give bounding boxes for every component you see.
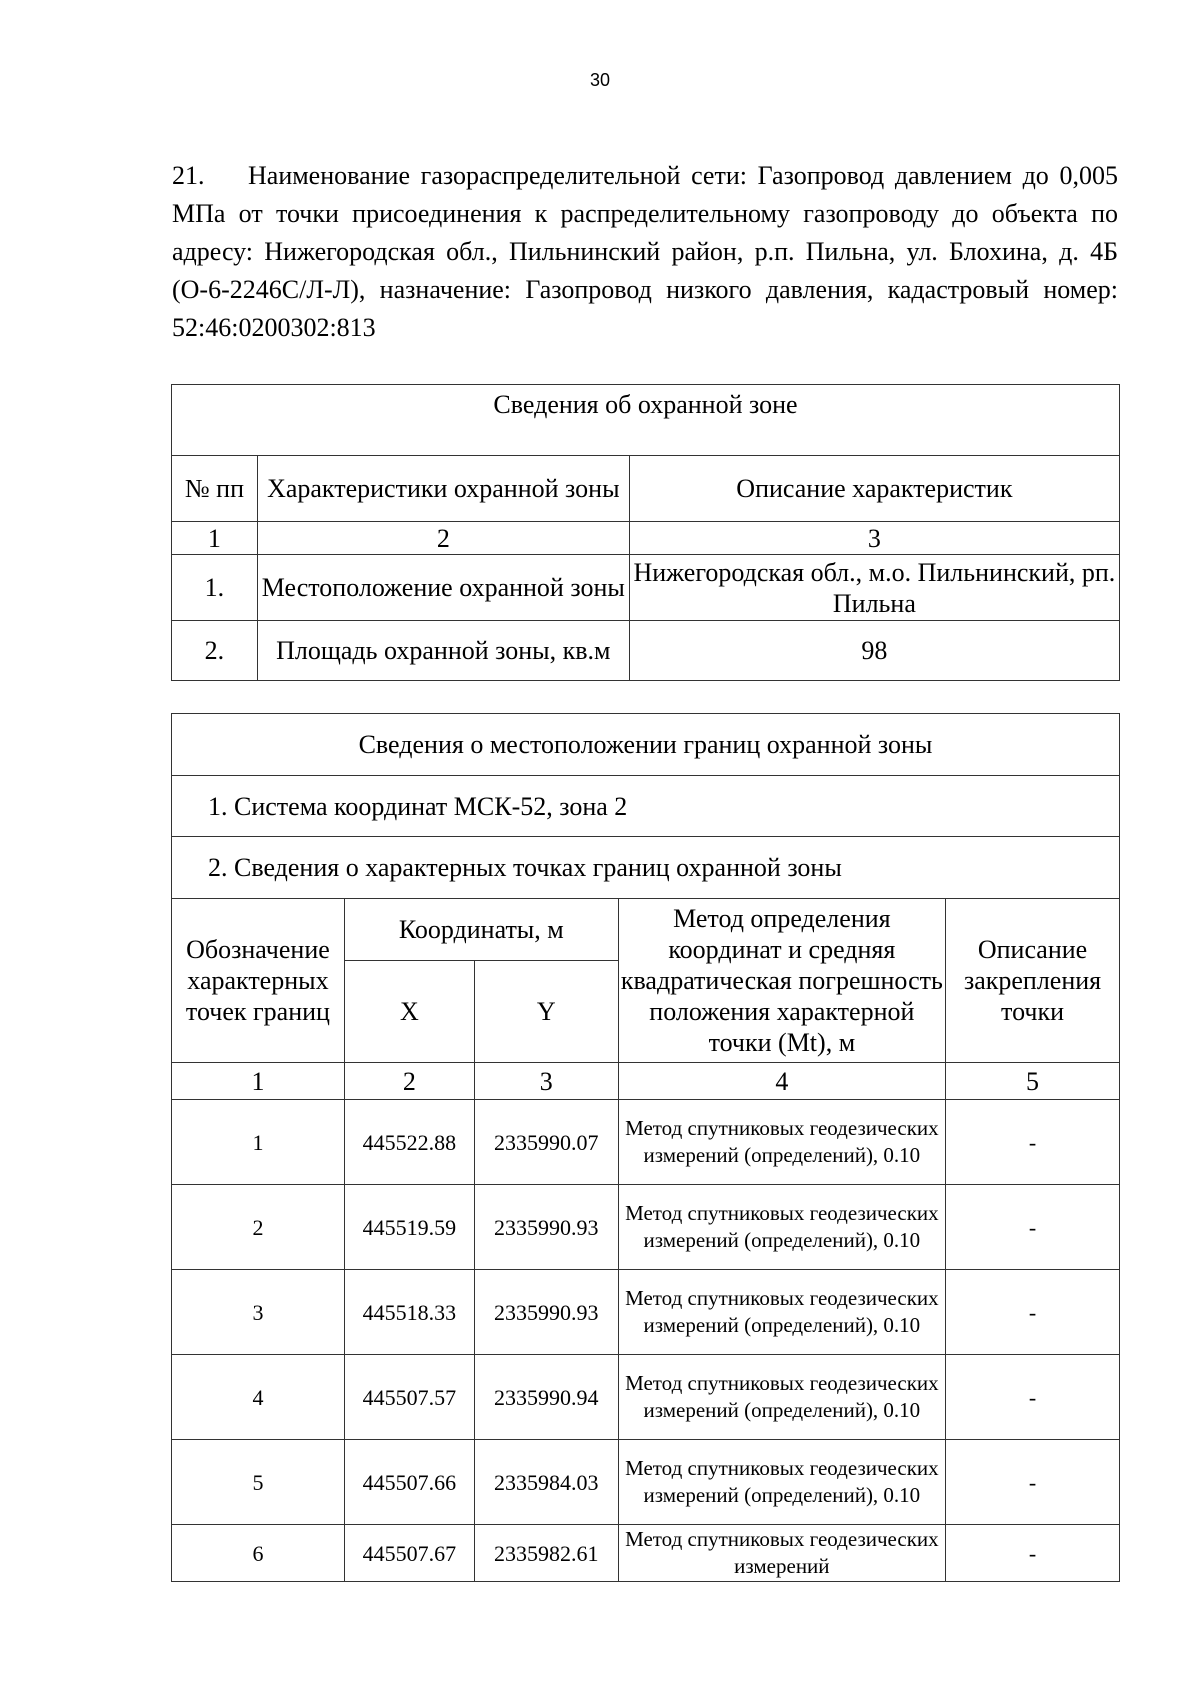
point-fixing: - bbox=[946, 1440, 1120, 1525]
point-method: Метод спутниковых геодезических измерений (определений), 0.10 bbox=[618, 1270, 945, 1355]
zone-table-title: Сведения об охранной зоне bbox=[172, 385, 1120, 456]
header-number: № пп bbox=[172, 456, 258, 522]
point-fixing: - bbox=[946, 1100, 1120, 1185]
point-y: 2335990.93 bbox=[474, 1270, 618, 1355]
row-description: 98 bbox=[629, 621, 1119, 681]
table-row bbox=[172, 1185, 1120, 1270]
intro-paragraph bbox=[172, 157, 1118, 347]
header-characteristic: Характеристики охранной зоны bbox=[257, 456, 629, 522]
row-number: 2. bbox=[172, 621, 258, 681]
index-cell: 3 bbox=[629, 522, 1119, 555]
bounds-table-title: Сведения о местоположении границ охранной зоны bbox=[172, 714, 1120, 776]
point-id: 1 bbox=[172, 1100, 345, 1185]
index-cell: 2 bbox=[257, 522, 629, 555]
header-fixing: Описание закрепления точки bbox=[946, 899, 1120, 1063]
point-method: Метод спутниковых геодезических измерений (определений), 0.10 bbox=[618, 1440, 945, 1525]
index-cell: 5 bbox=[946, 1063, 1120, 1100]
header-y: Y bbox=[474, 961, 618, 1063]
point-method: Метод спутниковых геодезических измерений (определений), 0.10 bbox=[618, 1355, 945, 1440]
point-x: 445519.59 bbox=[344, 1185, 474, 1270]
point-method: Метод спутниковых геодезических измерений (определений), 0.10 bbox=[618, 1185, 945, 1270]
page-number: 30 bbox=[589, 70, 611, 90]
point-id: 4 bbox=[172, 1355, 345, 1440]
point-id: 5 bbox=[172, 1440, 345, 1525]
index-cell: 3 bbox=[474, 1063, 618, 1100]
row-characteristic: Местоположение охранной зоны bbox=[257, 555, 629, 621]
table-row bbox=[172, 1440, 1120, 1525]
point-x: 445522.88 bbox=[344, 1100, 474, 1185]
point-x: 445507.67 bbox=[344, 1525, 474, 1582]
row-number: 1. bbox=[172, 555, 258, 621]
table-row bbox=[172, 1355, 1120, 1440]
table-row bbox=[172, 1100, 1120, 1185]
point-y: 2335990.93 bbox=[474, 1185, 618, 1270]
point-fixing: - bbox=[946, 1355, 1120, 1440]
boundary-points-table bbox=[171, 713, 1120, 1582]
header-coordinates: Координаты, м bbox=[344, 899, 618, 961]
header-method: Метод определения координат и средняя квадратическая погрешность положения характерной точки (Mt), м bbox=[618, 899, 945, 1063]
point-fixing: - bbox=[946, 1185, 1120, 1270]
point-x: 445507.66 bbox=[344, 1440, 474, 1525]
row-description: Нижегородская обл., м.о. Пильнинский, рп. Пильна bbox=[629, 555, 1119, 621]
point-method: Метод спутниковых геодезических измерений bbox=[618, 1525, 945, 1582]
point-y: 2335984.03 bbox=[474, 1440, 618, 1525]
points-heading: 2. Сведения о характерных точках границ охранной зоны bbox=[172, 837, 1120, 899]
index-cell: 1 bbox=[172, 522, 258, 555]
point-id: 6 bbox=[172, 1525, 345, 1582]
coordinate-system: 1. Система координат МСК-52, зона 2 bbox=[172, 776, 1120, 837]
point-fixing: - bbox=[946, 1270, 1120, 1355]
point-y: 2335990.94 bbox=[474, 1355, 618, 1440]
point-x: 445507.57 bbox=[344, 1355, 474, 1440]
point-fixing: - bbox=[946, 1525, 1120, 1582]
point-y: 2335982.61 bbox=[474, 1525, 618, 1582]
protection-zone-table bbox=[171, 384, 1120, 681]
item-number: 21. bbox=[172, 161, 205, 190]
header-description: Описание характеристик bbox=[629, 456, 1119, 522]
index-cell: 2 bbox=[344, 1063, 474, 1100]
table-row bbox=[172, 1525, 1120, 1582]
index-cell: 4 bbox=[618, 1063, 945, 1100]
table-row bbox=[172, 621, 1120, 681]
table-row bbox=[172, 555, 1120, 621]
header-x: X bbox=[344, 961, 474, 1063]
table-row bbox=[172, 1270, 1120, 1355]
header-designation: Обозначение характерных точек границ bbox=[172, 899, 345, 1063]
point-method: Метод спутниковых геодезических измерений (определений), 0.10 bbox=[618, 1100, 945, 1185]
point-y: 2335990.07 bbox=[474, 1100, 618, 1185]
intro-text: Наименование газораспределительной сети: Газопровод давлением до 0,005 МПа от точки присоединения к распределительному газопроводу до объекта по адресу: Нижегородская обл., Пильнинский район, р.п. Пильна, ул. Блохина, д. 4Б (О-6-2246С/Л-Л), назначение: Газопровод низкого давления, кадастровый номер: 52:46:0200302:813 bbox=[172, 161, 1118, 342]
point-id: 2 bbox=[172, 1185, 345, 1270]
row-characteristic: Площадь охранной зоны, кв.м bbox=[257, 621, 629, 681]
point-x: 445518.33 bbox=[344, 1270, 474, 1355]
index-cell: 1 bbox=[172, 1063, 345, 1100]
point-id: 3 bbox=[172, 1270, 345, 1355]
